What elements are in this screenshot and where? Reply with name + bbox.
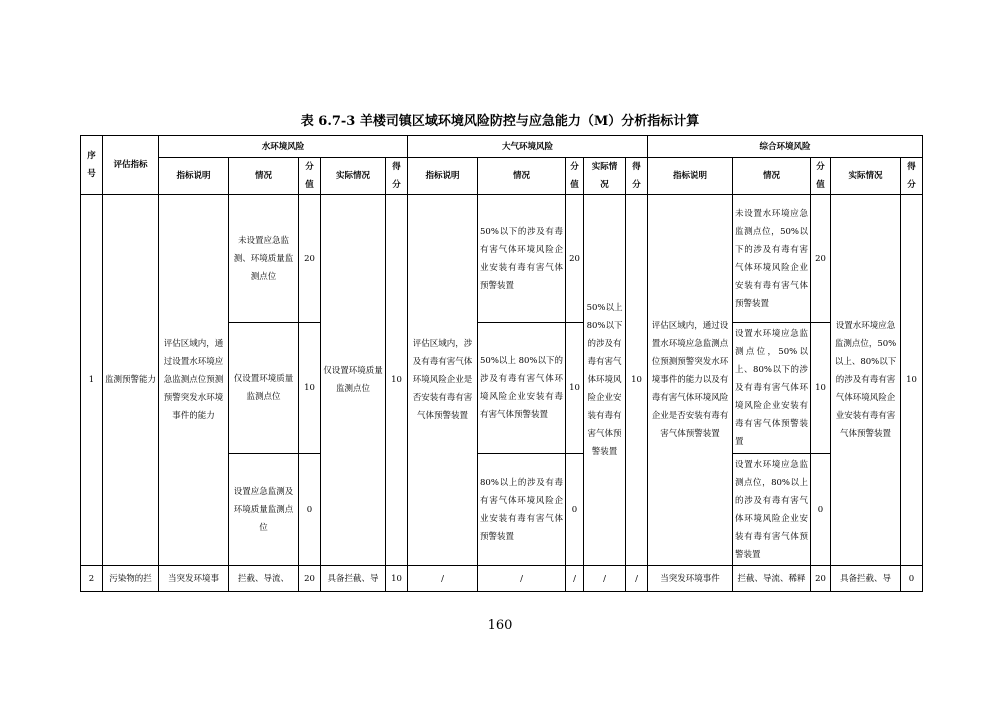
- header-air-situation: 情况: [478, 158, 566, 195]
- header-air-score: 分 值: [566, 158, 584, 195]
- row1-air-score-3: 0: [566, 454, 584, 566]
- header-combined-actual: 实际情况: [831, 158, 901, 195]
- row2-combined-score: 20: [811, 566, 831, 592]
- row2-indicator: 污染物的拦: [103, 566, 159, 592]
- header-seq: 序 号: [81, 136, 103, 195]
- indicator-table: [80, 135, 923, 592]
- row2-water-score: 20: [299, 566, 321, 592]
- header-air-desc: 指标说明: [408, 158, 478, 195]
- row1-air-got: 10: [626, 195, 648, 566]
- row2-air-got: /: [626, 566, 648, 592]
- row2-water-got: 10: [386, 566, 408, 592]
- header-water-score: 分 值: [299, 158, 321, 195]
- row1-combined-situation-3: 设置水环境应急监测点位，80%以上的涉及有毒有害气体环境风险企业安装有毒有害气体预警装置: [733, 454, 811, 566]
- row1-combined-actual: 设置水环境应急监测点位，50%以上、80%以下的涉及有毒有害气体环境风险企业安装有毒有害气体预警装置: [831, 195, 901, 566]
- row1-combined-got: 10: [901, 195, 923, 566]
- row1-water-actual: 仅设置环境质量监测点位: [321, 195, 386, 566]
- header-water-desc: 指标说明: [159, 158, 229, 195]
- header-combined-desc: 指标说明: [648, 158, 733, 195]
- header-water-situation: 情况: [229, 158, 299, 195]
- row2-air-score: /: [566, 566, 584, 592]
- row2-water-actual: 具备拦截、导: [321, 566, 386, 592]
- row1-air-situation-3: 80%以上的涉及有毒有害气体环境风险企业安装有毒有害气体预警装置: [478, 454, 566, 566]
- row1-air-score-2: 10: [566, 323, 584, 454]
- header-combined-score: 分 值: [811, 158, 831, 195]
- table-title: 表 6.7-3 羊楼司镇区域环境风险防控与应急能力（M）分析指标计算: [300, 114, 700, 129]
- row1-combined-situation-1: 未设置水环境应急监测点位，50%以下的涉及有毒有害气体环境风险企业安装有毒有害气体预警装置: [733, 195, 811, 323]
- row2-seq: 2: [81, 566, 103, 592]
- row1-water-situation-3: 设置应急监测及环境质量监测点位: [229, 454, 299, 566]
- row1-combined-situation-2: 设置水环境应急监测点位，50%以上、80%以下的涉及有毒有害气体环境风险企业安装有毒有害气体预警装置: [733, 323, 811, 454]
- header-water-actual: 实际情况: [321, 158, 386, 195]
- row1-water-score-1: 20: [299, 195, 321, 323]
- row2-water-desc: 当突发环境事: [159, 566, 229, 592]
- row1-water-desc: 评估区域内，通过设置水环境应急监测点位预测预警突发水环境事件的能力: [159, 195, 229, 566]
- header-indicator: 评估指标: [103, 136, 159, 195]
- header-combined-group: 综合环境风险: [648, 136, 923, 158]
- row1-water-got: 10: [386, 195, 408, 566]
- header-combined-situation: 情况: [733, 158, 811, 195]
- header-combined-got: 得 分: [901, 158, 923, 195]
- row1-seq: 1: [81, 195, 103, 566]
- row1-air-situation-1: 50%以下的涉及有毒有害气体环境风险企业安装有毒有害气体预警装置: [478, 195, 566, 323]
- row1-water-score-3: 0: [299, 454, 321, 566]
- row1-air-score-1: 20: [566, 195, 584, 323]
- row1-water-situation-2: 仅设置环境质量监测点位: [229, 323, 299, 454]
- row1-combined-desc: 评估区域内，通过设置水环境应急监测点位预测预警突发水环境事件的能力以及有毒有害气体环境风险企业是否安装有毒有害气体预警装置: [648, 195, 733, 566]
- row1-air-actual: 50%以上 80%以下的涉及有毒有害气体环境风险企业安装有毒有害气体预警装置: [584, 195, 626, 566]
- header-air-actual: 实际情 况: [584, 158, 626, 195]
- row1-air-desc: 评估区域内，涉及有毒有害气体环境风险企业是否安装有毒有害气体预警装置: [408, 195, 478, 566]
- header-air-got: 得 分: [626, 158, 648, 195]
- row1-water-score-2: 10: [299, 323, 321, 454]
- row2-combined-got: 0: [901, 566, 923, 592]
- row2-air-desc: /: [408, 566, 478, 592]
- row2-air-situation: /: [478, 566, 566, 592]
- row1-combined-score-3: 0: [811, 454, 831, 566]
- row1-air-situation-2: 50%以上 80%以下的涉及有毒有害气体环境风险企业安装有毒有害气体预警装置: [478, 323, 566, 454]
- row2-air-actual: /: [584, 566, 626, 592]
- row1-water-situation-1: 未设置应急监测、环境质量监测点位: [229, 195, 299, 323]
- header-air-group: 大气环境风险: [408, 136, 648, 158]
- row1-combined-score-2: 10: [811, 323, 831, 454]
- header-water-group: 水环境风险: [159, 136, 408, 158]
- row1-indicator: 监测预警能力: [103, 195, 159, 566]
- row2-combined-desc: 当突发环境事件: [648, 566, 733, 592]
- row2-combined-actual: 具备拦截、导: [831, 566, 901, 592]
- row2-combined-situation: 拦截、导流、稀释: [733, 566, 811, 592]
- row2-water-situation: 拦截、导流、: [229, 566, 299, 592]
- row1-combined-score-1: 20: [811, 195, 831, 323]
- header-water-got: 得 分: [386, 158, 408, 195]
- page-number: 160: [487, 618, 513, 633]
